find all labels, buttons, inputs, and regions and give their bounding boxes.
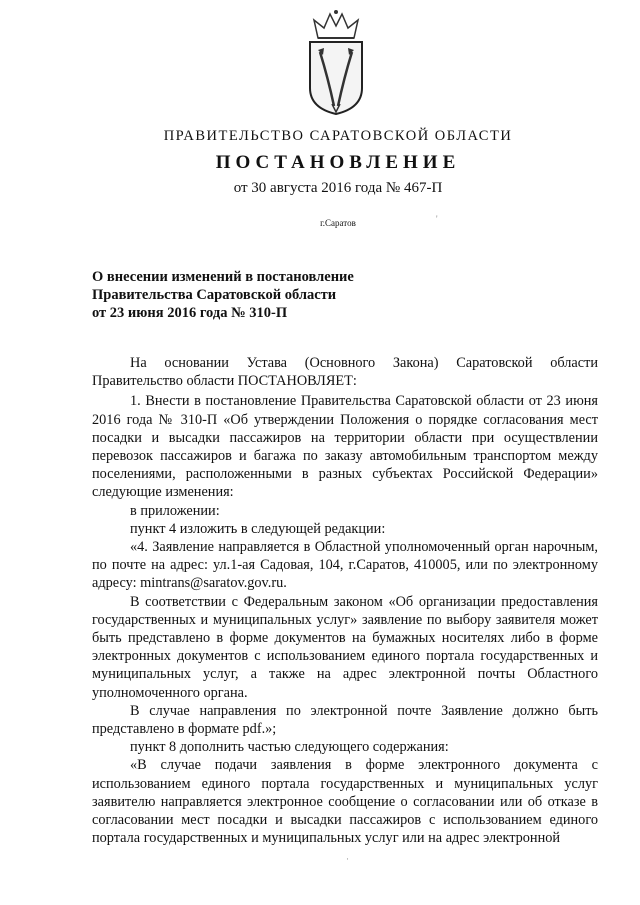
paragraph-item-1: 1. Внести в постановление Правительства Саратовской области от 23 июня 2016 года № 310-П «Об утверждении Положения о порядке согласования мест посадки и высадки пассажиров на территории области при осуществлении перевозок пассажиров и багажа по заказу автомобильным транспортом между поселениями, расположенными в разных субъектах Российской Федерации» следующие изменения: — [92, 393, 598, 501]
document-heading — [92, 268, 354, 322]
government-name: ПРАВИТЕЛЬСТВО САРАТОВСКОЙ ОБЛАСТИ — [163, 128, 513, 144]
paragraph-in-appendix: в приложении: — [130, 502, 220, 519]
paragraph-point-4-text: «4. Заявление направляется в Областной уполномоченный орган нарочным, по почте на адрес: ул.1-ая Садовая, 104, г.Саратов, 410005, или по электронному адресу: mintrans@saratov.gov.ru. — [92, 539, 598, 592]
paragraph-point-4-intro: пункт 4 изложить в следующей редакции: — [130, 520, 386, 537]
heading-line-3: от 23 июня 2016 года № 310-П — [92, 305, 288, 321]
document-body — [92, 354, 598, 847]
document-date-number: от 30 августа 2016 года № 467-П — [233, 180, 443, 196]
document-city: г.Саратов — [320, 218, 356, 228]
paragraph-point-8-text: «В случае подачи заявления в форме электронного документа с использованием единого портала государственных и муниципальных услуг заявителю направляется электронное сообщение о согласовании или об отказе в согласовании мест посадки и высадки пассажиров с использованием единого портала государственных и муниципальных услуг или на адрес электронной — [92, 757, 598, 847]
heading-line-2: Правительства Саратовской области — [92, 287, 337, 303]
scan-mark: · — [346, 854, 349, 864]
document-type-title: ПОСТАНОВЛЕНИЕ — [215, 152, 461, 173]
paragraph-federal-law: В соответствии с Федеральным законом «Об организации предоставления государственных и муниципальных услуг» заявление по выбору заявителя может быть представлено в форме документов на бумажных носителях либо в форме электронных документов с использованием единого портала государственных и муниципальных услуг, а также на адрес электронной почты Областного уполномоченного органа. — [92, 593, 598, 701]
paragraph-preamble: На основании Устава (Основного Закона) Саратовской области Правительство области ПОСТАНОВЛЯЕТ: — [92, 355, 598, 390]
paragraph-pdf-format: В случае направления по электронной почте Заявление должно быть представлено в формате pdf.»; — [92, 702, 598, 738]
heading-line-1: О внесении изменений в постановление — [92, 269, 354, 285]
scan-mark: ' — [436, 214, 438, 224]
paragraph-point-8-intro: пункт 8 дополнить частью следующего содержания: — [130, 739, 449, 756]
coat-of-arms-emblem — [296, 8, 376, 118]
